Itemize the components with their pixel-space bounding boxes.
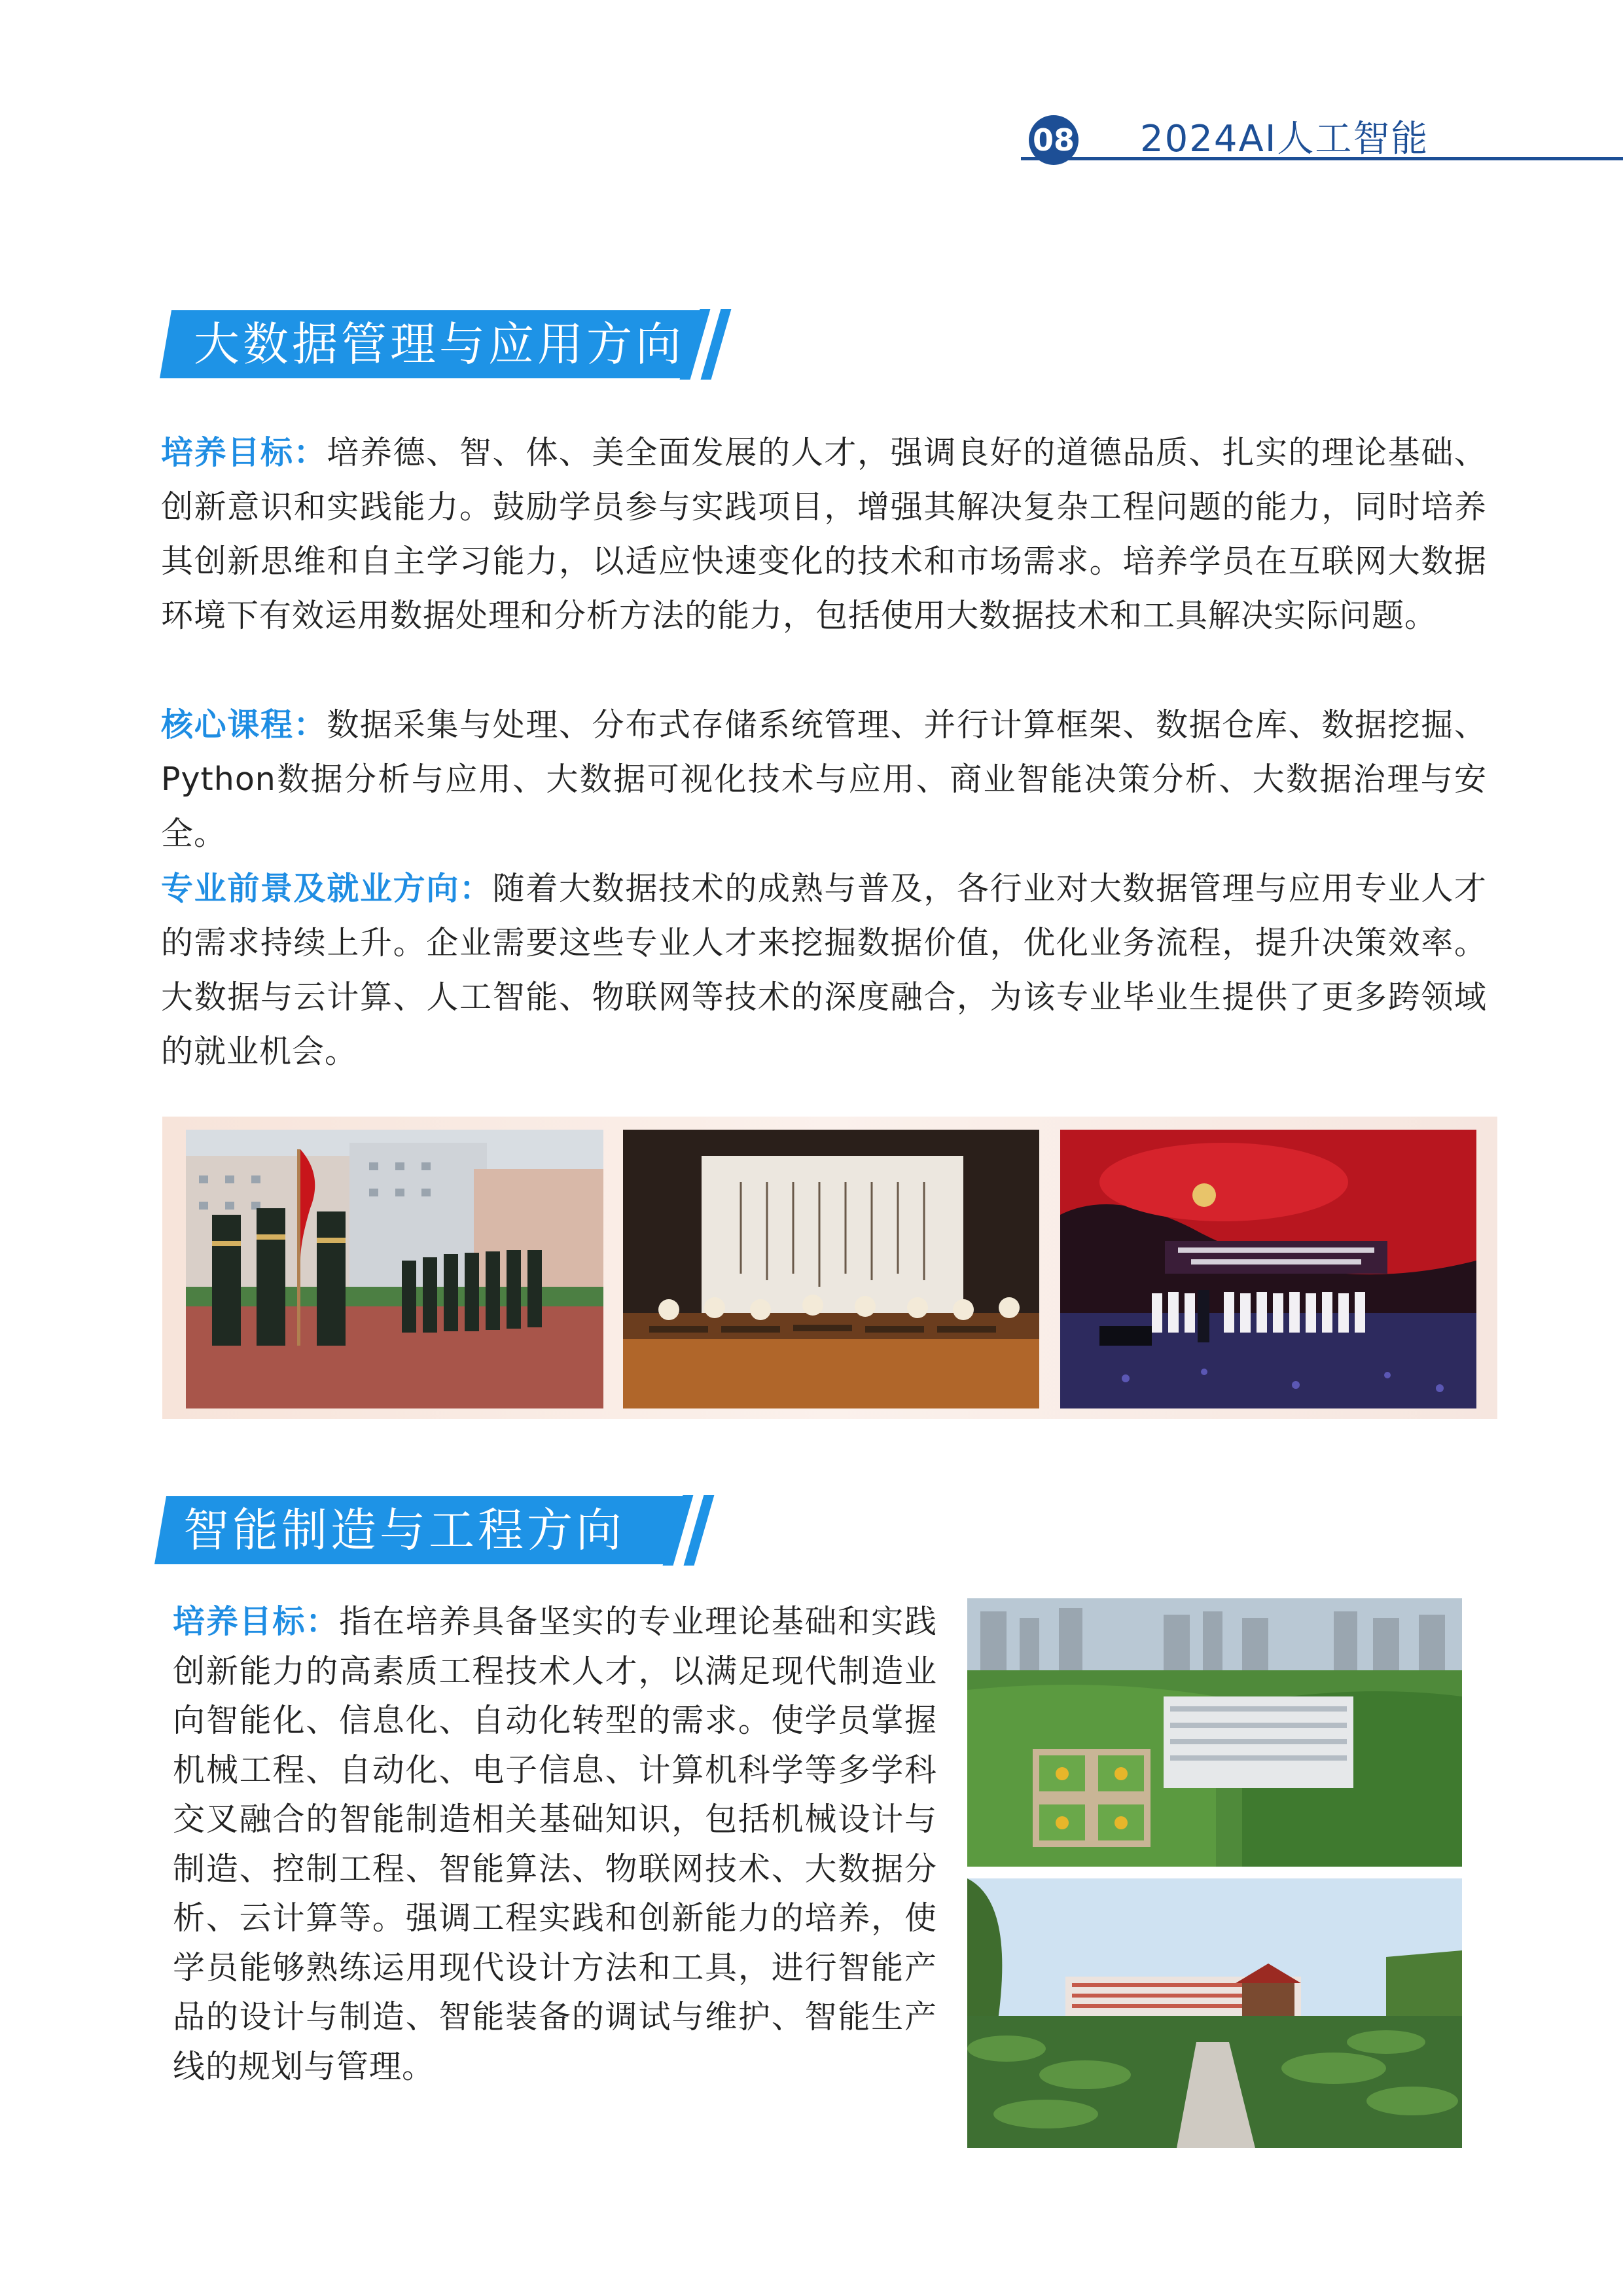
section2-goal-paragraph: [173, 1597, 937, 2091]
section1-course-label: 核心课程：: [161, 706, 327, 744]
section1-goal-text: 培养德、智、体、美全面发展的人才，强调良好的道德品质、扎实的理论基础、创新意识和实践能力。鼓励学员参与实践项目，增强其解决复杂工程问题的能力，同时培养其创新思维和自主学习能力，以适应快速变化的技术和市场需求。培养学员在互联网大数据环境下有效运用数据处理和分析方法的能力，包括使用大数据技术和工具解决实际问题。: [161, 434, 1487, 634]
campus-lotus-pond-photo: [967, 1878, 1462, 2148]
section1-banner: [160, 310, 749, 378]
campus-aerial-photo: [967, 1598, 1462, 1867]
flag-guard-photo: [186, 1130, 603, 1408]
guzheng-performance-photo: [623, 1130, 1039, 1408]
section1-career-paragraph: [161, 861, 1487, 1079]
header-title: 2024AI人工智能: [1140, 118, 1429, 160]
section1-title: 大数据管理与应用方向: [194, 317, 685, 371]
section2-goal-label: 培养目标：: [173, 1603, 340, 1640]
section1-course-paragraph: [161, 698, 1487, 861]
section1-career-label: 专业前景及就业方向：: [161, 870, 493, 907]
section2-title: 智能制造与工程方向: [183, 1503, 625, 1557]
choir-stage-photo: [1060, 1130, 1476, 1408]
section2-goal-text: 指在培养具备坚实的专业理论基础和实践创新能力的高素质工程技术人才，以满足现代制造业向智能化、信息化、自动化转型的需求。使学员掌握机械工程、自动化、电子信息、计算机科学等多学科交叉融合的智能制造相关基础知识，包括机械设计与制造、控制工程、智能算法、物联网技术、大数据分析、云计算等。强调工程实践和创新能力的培养，使学员能够熟练运用现代设计方法和工具，进行智能产品的设计与制造、智能装备的调试与维护、智能生产线的规划与管理。: [173, 1603, 937, 2085]
section1-course-text: 数据采集与处理、分布式存储系统管理、并行计算框架、数据仓库、数据挖掘、Python数据分析与应用、大数据可视化技术与应用、商业智能决策分析、大数据治理与安全。: [161, 706, 1487, 852]
section1-career-text: 随着大数据技术的成熟与普及，各行业对大数据管理与应用专业人才的需求持续上升。企业需要这些专业人才来挖掘数据价值，优化业务流程，提升决策效率。大数据与云计算、人工智能、物联网等技术的深度融合，为该专业毕业生提供了更多跨领域的就业机会。: [161, 870, 1487, 1070]
section1-goal-label: 培养目标：: [161, 434, 327, 471]
section1-goal-paragraph: [161, 425, 1487, 643]
page-number-badge: 08: [1029, 115, 1079, 165]
section2-banner: [154, 1496, 730, 1564]
